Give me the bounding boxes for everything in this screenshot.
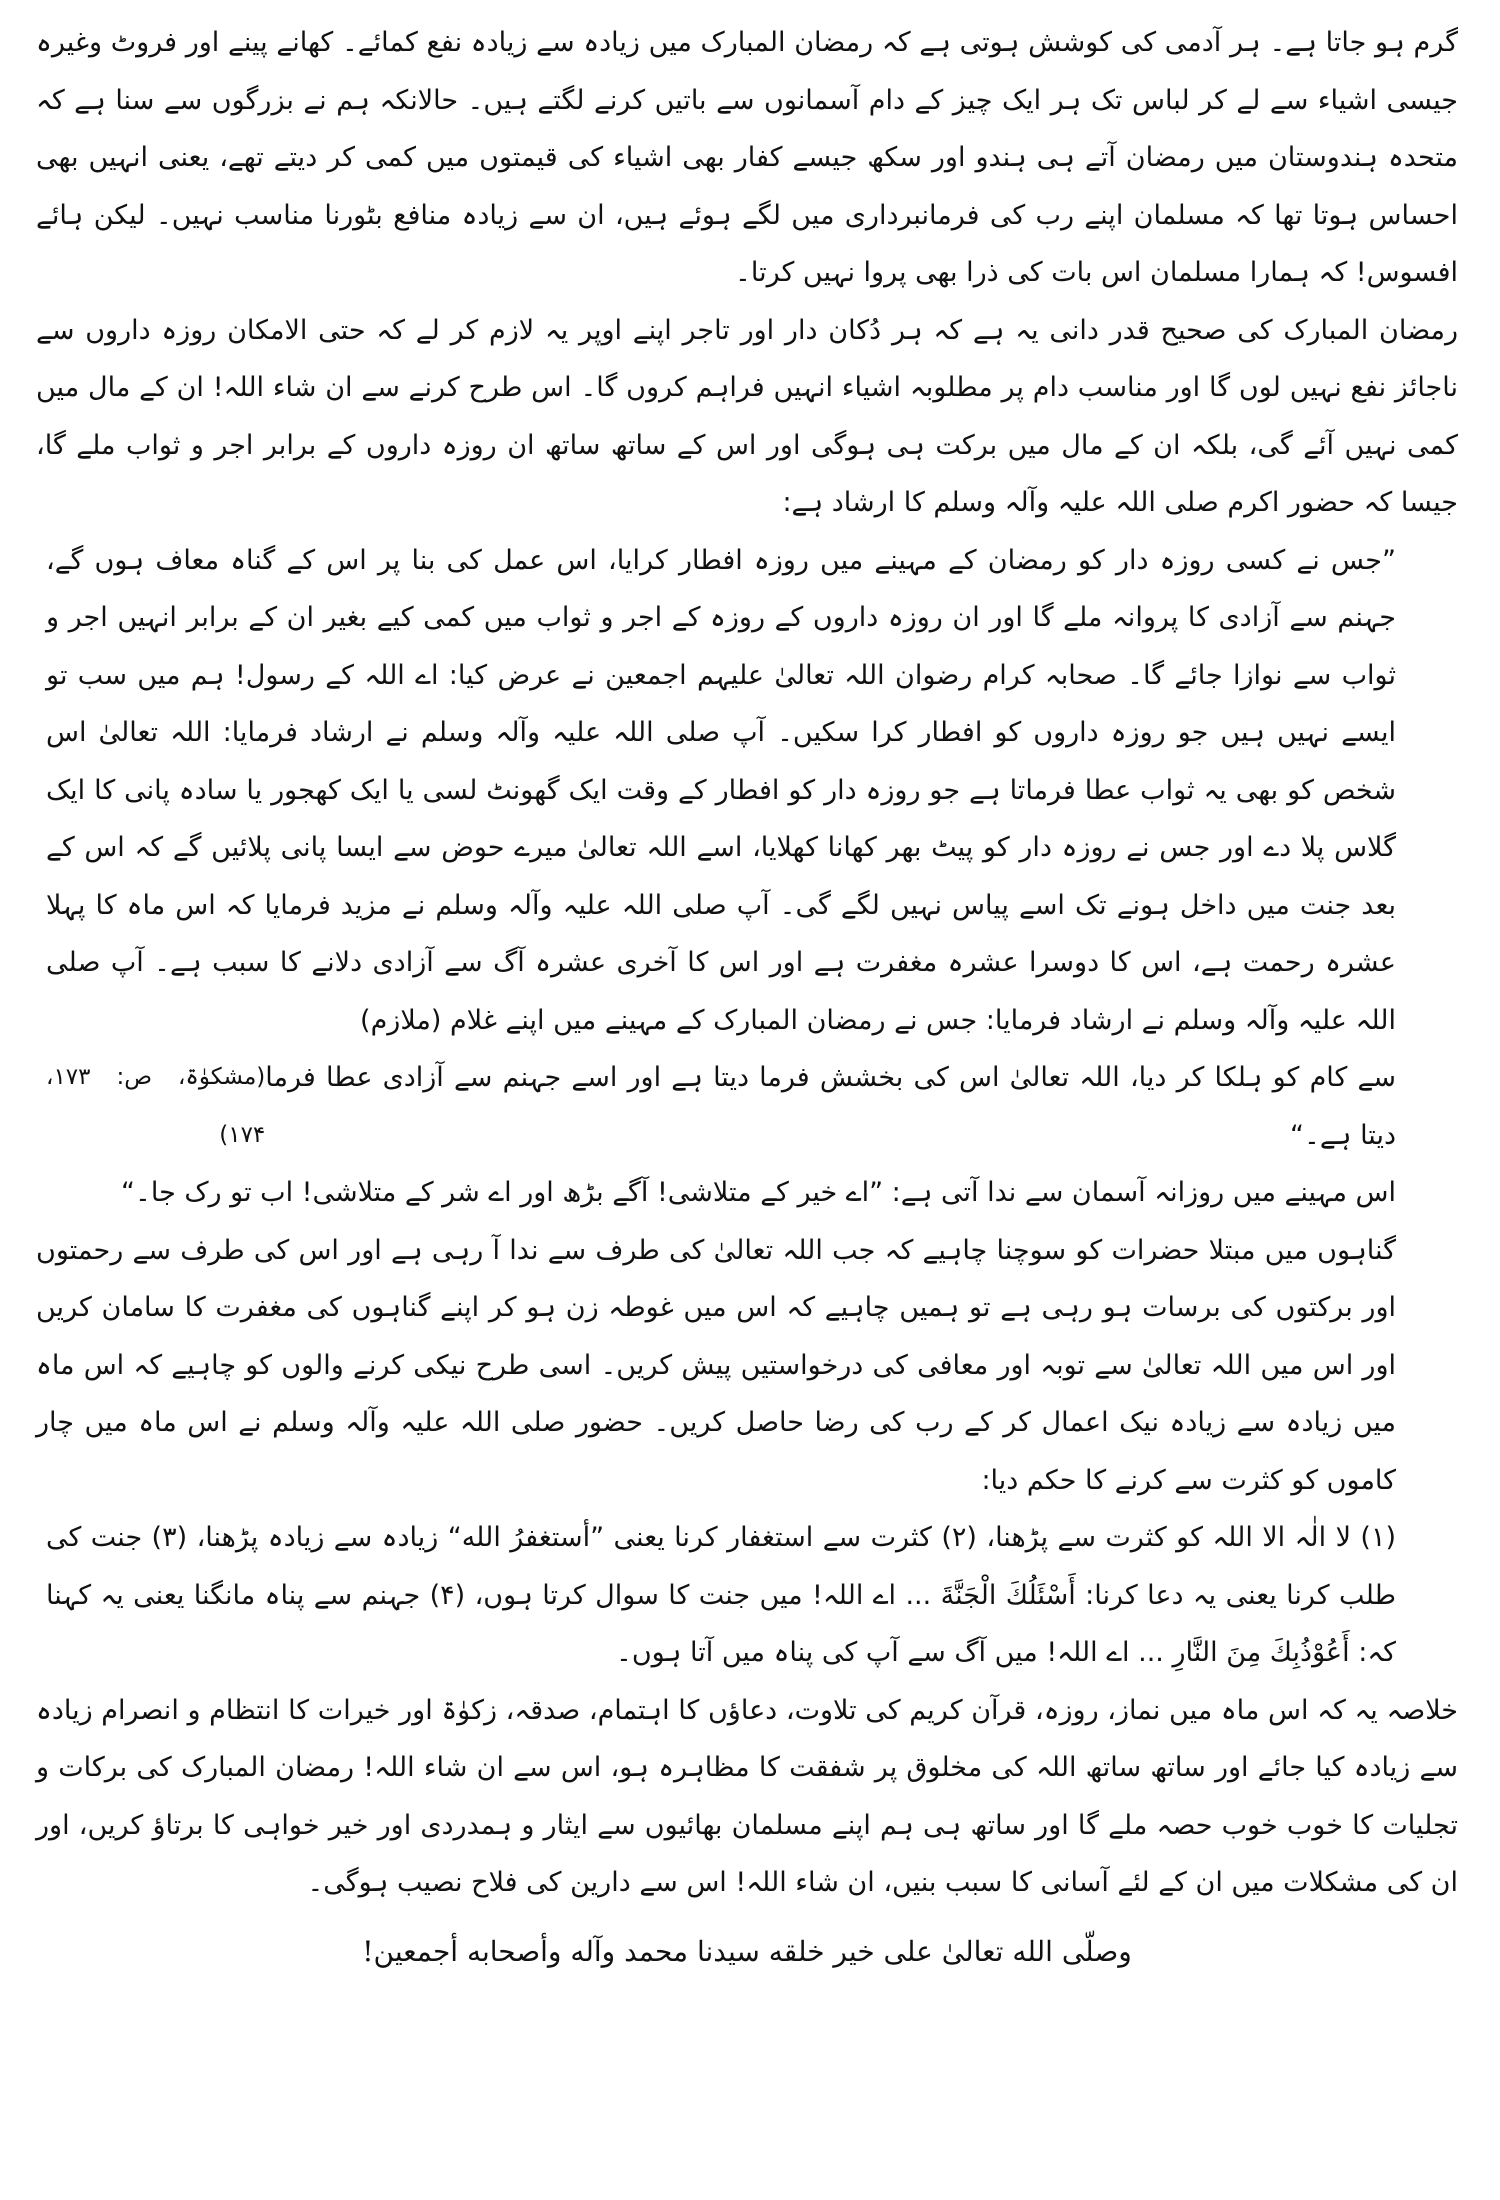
paragraph-price-gouging: گرم ہو جاتا ہے۔ ہر آدمی کی کوشش ہوتی ہے کہ رمضان المبارک میں زیادہ سے زیادہ نفع کمائے۔ کھانے پینے اور فروٹ وغیرہ جیسی اشیاء سے لے کر لباس تک ہر ایک چیز کے دام آسمانوں سے باتیں کرنے لگتے ہیں۔ حالانکہ ہم نے بزرگوں سے سنا ہے کہ متحدہ ہندوستان میں رمضان آتے ہی ہندو اور سکھ جیسے کفار بھی اشیاء کی قیمتوں میں کمی کر دیتے تھے، یعنی انہیں بھی احساس ہوتا تھا کہ مسلمان اپنے رب کی فرمانبرداری میں لگے ہوئے ہیں، ان سے زیادہ منافع بٹورنا مناسب نہیں۔ لیکن ہائے افسوس! کہ ہمارا مسلمان اس بات کی ذرا بھی پروا نہیں کرتا۔ [36,27,1458,288]
paragraph-summary: خلاصہ یہ کہ اس ماہ میں نماز، روزہ، قرآن کریم کی تلاوت، دعاؤں کا اہتمام، صدقہ، زکوٰۃ اور خیرات کا انتظام و انصرام زیادہ سے زیادہ کیا جائے اور ساتھ ساتھ اللہ کی مخلوق پر شفقت کا مظاہرہ ہو، اس سے ان شاء اللہ! رمضان المبارک کی برکات و تجلیات کا خوب خوب حصہ ملے گا اور ساتھ ہی ہم اپنے مسلمان بھائیوں سے ایثار و ہمدردی اور خیر خواہی کا برتاؤ کریں، اور ان کی مشکلات میں ان کے لئے آسانی کا سبب بنیں، ان شاء اللہ! اس سے دارین کی فلاح نصیب ہوگی۔ [36,1694,1458,1898]
four-deeds-list: (۱) لا الٰہ الا اللہ کو کثرت سے پڑھنا، (۲) کثرت سے استغفار کرنا یعنی ”أستغفرُ الله“ زیادہ سے زیادہ پڑھنا، (۳) جنت کی طلب کرنا یعنی یہ دعا کرنا: أَسْئَلُكَ الْجَنَّةَ ... اے اللہ! میں جنت کا سوال کرتا ہوں، (۴) جہنم سے پناہ مانگنا یعنی یہ کہنا کہ: أَعُوْذُبِكَ مِنَ النَّارِ ... اے اللہ! میں آگ سے آپ کی پناہ میں آتا ہوں۔ [46,1522,1396,1668]
paragraph-true-appreciation: رمضان المبارک کی صحیح قدر دانی یہ ہے کہ ہر دُکان دار اور تاجر اپنے اوپر یہ لازم کر لے کہ حتی الامکان روزہ داروں سے ناجائز نفع نہیں لوں گا اور مناسب دام پر مطلوبہ اشیاء انہیں فراہم کروں گا۔ اس طرح کرنے سے ان شاء اللہ! ان کے مال میں کمی نہیں آئے گی، بلکہ ان کے مال میں برکت ہی ہوگی اور اس کے ساتھ ساتھ ان روزہ داروں کے برابر اجر و ثواب ملے گا، جیسا کہ حضور اکرم صلی اللہ علیہ وآلہ وسلم کا ارشاد ہے: [36,314,1458,518]
paragraph-sinners: گناہوں میں مبتلا حضرات کو سوچنا چاہیے کہ جب اللہ تعالیٰ کی طرف سے ندا آ رہی ہے اور اس کی طرف سے رحمتوں اور برکتوں کی برسات ہو رہی ہے تو ہمیں چاہیے کہ اس میں غوطہ زن ہو کر اپنے گناہوں کی مغفرت کا سامان کریں اور اس میں اللہ تعالیٰ سے توبہ اور معافی کی درخواستیں پیش کریں۔ اسی طرح نیکی کرنے والوں کو چاہیے کہ اس ماہ میں زیادہ سے زیادہ نیک اعمال کر کے رب کی رضا حاصل کریں۔ حضور صلی اللہ علیہ وآلہ وسلم نے اس ماہ میں چار کاموں کو کثرت سے کرنے کا حکم دیا: [36,1234,1396,1496]
hadith-quote: ”جس نے کسی روزہ دار کو رمضان کے مہینے میں روزہ افطار کرایا، اس عمل کی بنا پر اس کے گناہ معاف ہوں گے، جہنم سے آزادی کا پروانہ ملے گا اور ان روزہ داروں کے روزہ کے اجر و ثواب میں کمی کیے بغیر ان کے برابر انہیں اجر و ثواب سے نوازا جائے گا۔ صحابہ کرام رضوان اللہ تعالیٰ علیہم اجمعین نے عرض کیا: اے اللہ کے رسول! ہم میں سب تو ایسے نہیں ہیں جو روزہ داروں کو افطار کرا سکیں۔ آپ صلی اللہ علیہ وآلہ وسلم نے ارشاد فرمایا: اللہ تعالیٰ اس شخص کو بھی یہ ثواب عطا فرماتا ہے جو روزہ دار کو افطار کے وقت ایک گھونٹ لسی یا ایک کھجور یا سادہ پانی کا ایک گلاس پلا دے اور جس نے روزہ دار کو پیٹ بھر کھانا کھلایا، اسے اللہ تعالیٰ میرے حوض سے ایسا پانی پلائیں گے کہ اس کے بعد جنت میں داخل ہونے تک اسے پیاس نہیں لگے گی۔ آپ صلی اللہ علیہ وآلہ وسلم نے مزید فرمایا کہ اس ماہ کا پہلا عشرہ رحمت ہے، اس کا دوسرا عشرہ مغفرت ہے اور اس کا آخری عشرہ آگ سے آزادی دلانے کا سبب ہے۔ آپ صلی اللہ علیہ وآلہ وسلم نے ارشاد فرمایا: جس نے رمضان المبارک کے مہینے میں اپنے غلام (ملازم) [46,544,1396,1036]
hadith-quote-last-line [36,1049,1458,1164]
paragraph-daily-call: اس مہینے میں روزانہ آسمان سے ندا آتی ہے: ”اے خیر کے متلاشی! آگے بڑھ اور اے شر کے متلاشی! اب تو رک جا۔“ [121,1177,1396,1208]
closing-salutation: وصلّى الله تعالىٰ على خير خلقه سيدنا محمد وآله وأصحابه أجمعين! [362,1934,1132,1968]
hadith-quote-end: سے کام کو ہلکا کر دیا، اللہ تعالیٰ اس کی بخشش فرما دیتا ہے اور اسے جہنم سے آزادی عطا فرما دیتا ہے۔“ [265,1062,1396,1151]
hadith-reference: (مشکوٰۃ، ص: ۱۷۳، ۱۷۴) [46,1064,266,1148]
